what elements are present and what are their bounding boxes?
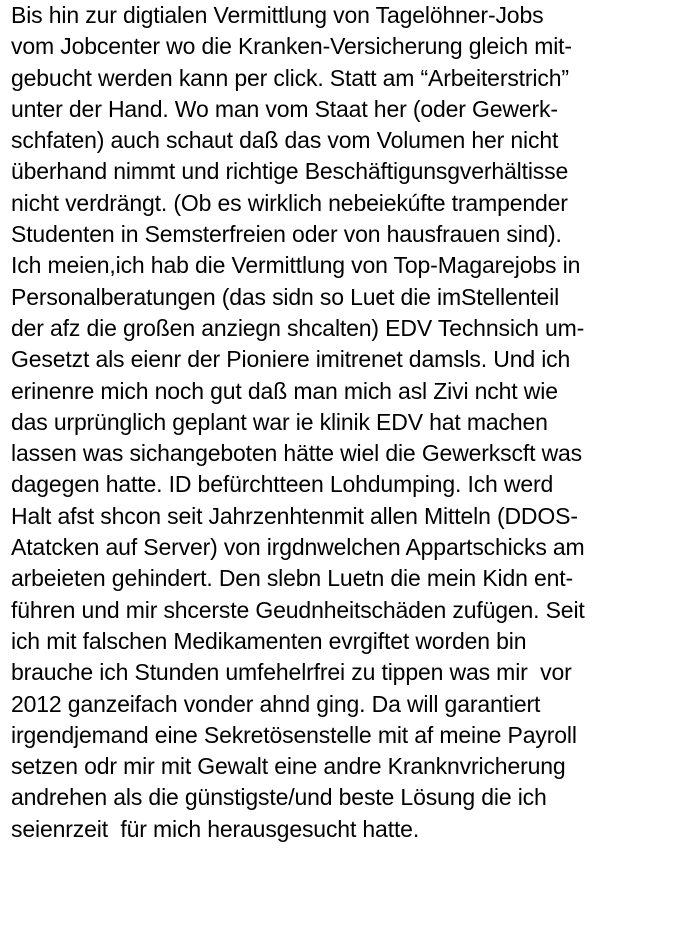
text-line: setzen odr mir mit Gewalt eine andre Kranknvricherung xyxy=(11,753,566,780)
text-line: schfaten) auch schaut daß das vom Volumen her nicht xyxy=(11,127,559,154)
text-line: Halt afst shcon seit Jahrzenhtenmit allen Mitteln (DDOS- xyxy=(11,502,578,529)
text-line: Atatcken auf Server) von irgdnwelchen Appartschicks am xyxy=(11,534,585,561)
text-line: der afz die großen anziegn shcalten) EDV Technsich um- xyxy=(11,314,585,341)
text-line: 2012 ganzeifach vonder ahnd ging. Da will garantiert xyxy=(11,690,541,717)
text-line: Studenten in Semsterfreien oder von hausfrauen sind). xyxy=(11,221,562,248)
text-line: vom Jobcenter wo die Kranken-Versicherung gleich mit- xyxy=(11,33,572,60)
text-line: überhand nimmt und richtige Beschäftigunsgverhältisse xyxy=(11,158,569,185)
text-line: erinenre mich noch gut daß man mich asl Zivi ncht wie xyxy=(11,377,558,404)
text-line: gebucht werden kann per click. Statt am “Arbeiterstrich” xyxy=(11,64,569,91)
text-line: irgendjemand eine Sekretösenstelle mit af meine Payroll xyxy=(11,721,577,748)
text-line: arbeieten gehindert. Den slebn Luetn die mein Kidn ent- xyxy=(11,565,574,592)
text-line: seienrzeit für mich herausgesucht hatte. xyxy=(11,815,420,842)
text-line: Ich meien,ich hab die Vermittlung von Top-Magarejobs in xyxy=(11,252,581,279)
body-text xyxy=(11,0,679,845)
text-line: andrehen als die günstigste/und beste Lösung die ich xyxy=(11,784,547,811)
text-line: Personalberatungen (das sidn so Luet die imStellenteil xyxy=(11,283,560,310)
text-line: unter der Hand. Wo man vom Staat her (oder Gewerk- xyxy=(11,95,558,122)
text-line: ich mit falschen Medikamenten evrgiftet worden bin xyxy=(11,627,527,654)
text-line: brauche ich Stunden umfehelrfrei zu tippen was mir vor xyxy=(11,659,572,686)
text-line: Gesetzt als eienr der Pioniere imitrenet damsls. Und ich xyxy=(11,346,571,373)
text-line: führen und mir shcerste Geudnheitschäden zufügen. Seit xyxy=(11,596,585,623)
text-line: Bis hin zur digtialen Vermittlung von Tagelöhner-Jobs xyxy=(11,2,544,28)
text-line: nicht verdrängt. (Ob es wirklich nebeiekúfte trampender xyxy=(11,189,568,216)
text-line: das urprünglich geplant war ie klinik EDV hat machen xyxy=(11,408,548,435)
text-line: lassen was sichangeboten hätte wiel die Gewerkscft was xyxy=(11,440,583,467)
text-line: dagegen hatte. ID befürchtteen Lohdumping. Ich werd xyxy=(11,471,554,498)
